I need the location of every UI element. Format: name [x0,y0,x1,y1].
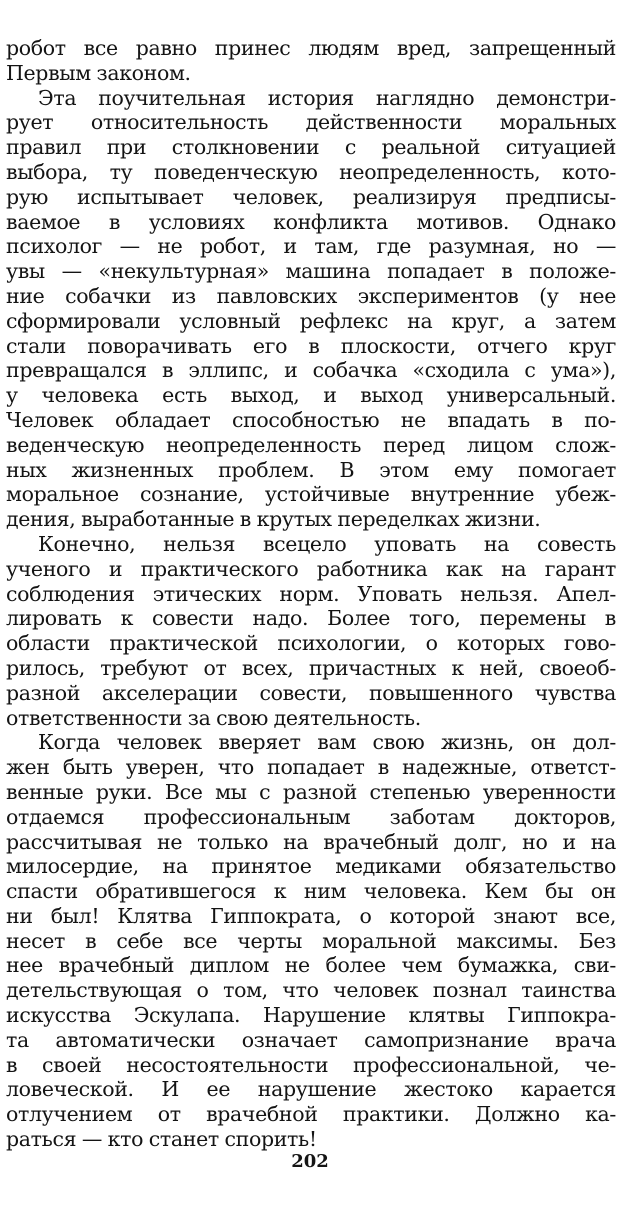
text-line: раться — кто станет спорить! [6,1127,317,1152]
text-line: рилось, требуют от всех, причастных к ней, своеоб- [6,655,616,680]
text-line: ответственности за свою деятельность. [6,705,421,730]
text-line: ние собачки из павловских экспериментов (у нее [6,283,616,308]
text-line: ваемое в условиях конфликта мотивов. Однако [6,209,616,234]
text-line: ловеческой. И ее нарушение жестоко карается [6,1077,616,1102]
text-line: Человек обладает способностью не впадать в по- [6,407,616,432]
text-line: психолог — не робот, и там, где разумная, но — [6,234,616,259]
page-body [0,36,620,1152]
text-line: спасти обратившегося к ним человека. Кем бы он [6,879,616,904]
text-line: разной акселерации совести, повышенного чувства [6,680,616,705]
text-line: правил при столкновении с реальной ситуацией [6,135,616,160]
text-line: дения, выработанные в крутых переделках жизни. [6,507,541,532]
text-line: ных жизненных проблем. В этом ему помогает [6,457,616,482]
text-line: выбора, ту поведенческую неопределенность, кото- [6,159,616,184]
text-line: венные руки. Все мы с разной степенью уверенности [6,779,616,804]
text-line: у человека есть выход, и выход универсальный. [6,383,616,408]
text-line: увы — «некультурная» машина попадает в положе- [6,259,616,284]
text-line: Эта поучительная история наглядно демонстри- [38,85,616,110]
text-line: искусства Эскулапа. Нарушение клятвы Гиппокра- [6,1003,616,1028]
text-line: робот все равно принес людям вред, запрещенный [6,36,616,60]
text-line: моральное сознание, устойчивые внутренние убеж- [6,482,616,507]
text-line: рую испытывает человек, реализируя предписы- [6,184,616,209]
text-line: в своей несостоятельности профессиональной, че- [6,1052,616,1077]
text-line: ни был! Клятва Гиппократа, о которой знают все, [6,903,616,928]
text-line: сформировали условный рефлекс на круг, а затем [6,308,616,333]
text-line: превращался в эллипс, и собачка «сходила с ума»), [6,358,616,383]
text-line: нее врачебный диплом не более чем бумажка, сви- [6,953,616,978]
text-line: рассчитывая не только на врачебный долг, но и на [6,829,616,854]
text-line: области практической психологии, о которых гово- [6,631,616,656]
text-line: отдаемся профессиональным заботам докторов, [6,804,616,829]
text-line: Конечно, нельзя всецело уповать на совесть [38,531,616,556]
text-line: жен быть уверен, что попадает в надежные, ответст- [6,755,616,780]
text-line: ученого и практического работника как на гарант [6,556,616,581]
text-line: Когда человек вверяет вам свою жизнь, он дол- [38,730,616,755]
text-line: соблюдения этических норм. Уповать нельзя. Апел- [6,581,616,606]
text-line: милосердие, на принятое медиками обязательство [6,854,616,879]
text-line: веденческую неопределенность перед лицом слож- [6,432,616,457]
text-line: отлучением от врачебной практики. Должно ка- [6,1102,616,1127]
text-line: лировать к совести надо. Более того, перемены в [6,606,616,631]
text-line: стали поворачивать его в плоскости, отчего круг [6,333,616,358]
text-line: та автоматически означает самопризнание врача [6,1027,616,1052]
page-number: 202 [291,1151,329,1172]
text-line: детельствующая о том, что человек познал таинства [6,978,616,1003]
text-line: несет в себе все черты моральной максимы. Без [6,928,616,953]
text-line: рует относительность действенности моральных [6,110,616,135]
text-line: Первым законом. [6,60,191,85]
